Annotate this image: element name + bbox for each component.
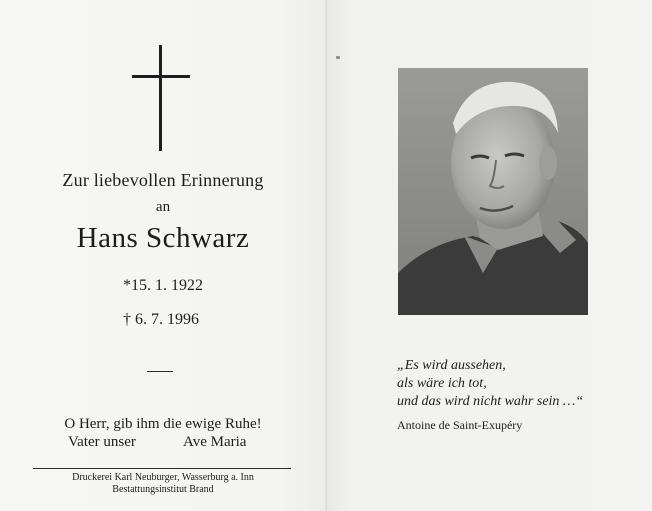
cross-vertical-bar <box>159 45 162 151</box>
cross-icon <box>132 45 190 151</box>
printer-credit: Druckerei Karl Neuburger, Wasserburg a. Inn <box>72 472 254 483</box>
prayer-ave-maria: Ave Maria <box>183 434 247 450</box>
birth-date: *15. 1. 1922 <box>123 277 203 294</box>
paper-speck <box>336 56 340 59</box>
prayer-line: O Herr, gib ihm die ewige Ruhe! <box>64 416 262 432</box>
funeral-home-credit: Bestattungsinstitut Brand <box>112 484 214 495</box>
prayer-vater-unser: Vater unser <box>68 434 136 450</box>
quote-line-2: als wäre ich tot, <box>397 376 487 391</box>
card-fold <box>325 0 327 511</box>
memorial-subtitle: Zur liebevollen Erinnerung <box>62 170 264 190</box>
short-divider <box>147 371 173 372</box>
quote-line-3: und das wird nicht wahr sein …“ <box>397 394 584 409</box>
death-date: † 6. 7. 1996 <box>123 311 199 328</box>
quote-author: Antoine de Saint-Exupéry <box>397 418 523 432</box>
printer-rule <box>33 468 291 469</box>
cross-horizontal-bar <box>132 75 190 78</box>
quote-line-1: „Es wird aussehen, <box>397 358 506 373</box>
portrait-photo <box>398 68 588 315</box>
deceased-name: Hans Schwarz <box>76 222 250 254</box>
memorial-preposition: an <box>155 199 171 215</box>
